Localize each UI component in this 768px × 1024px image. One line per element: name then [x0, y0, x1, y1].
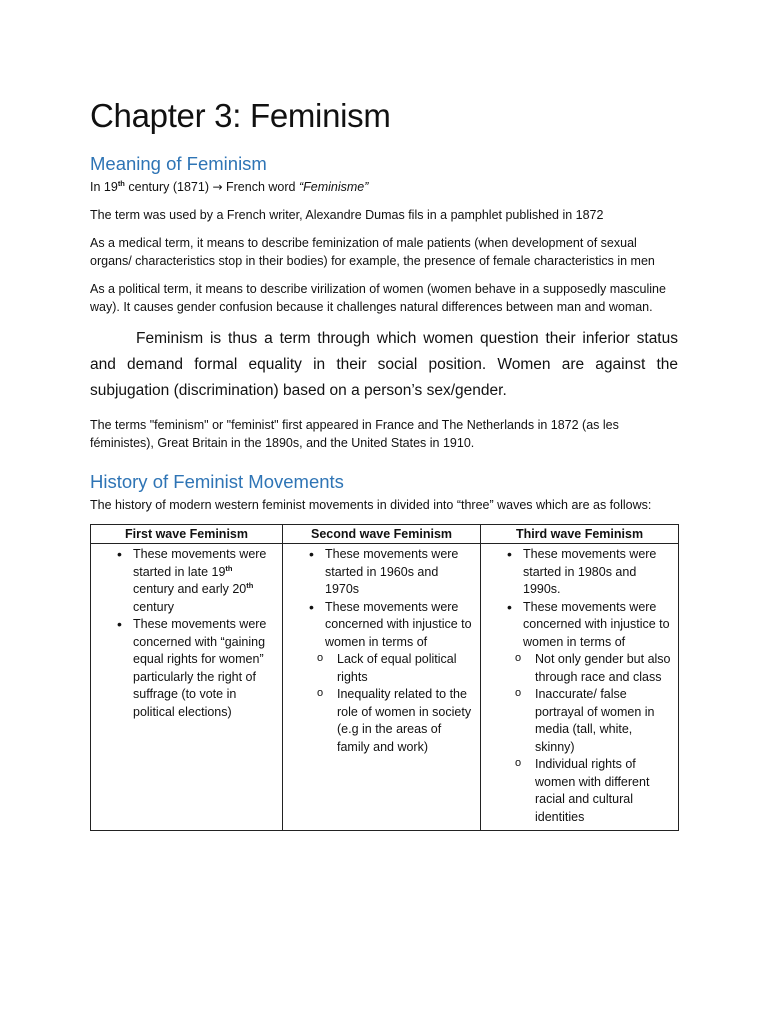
- century-prefix: In 19: [90, 180, 118, 194]
- french-word: “Feminisme”: [298, 180, 369, 194]
- term-origin-line: The term was used by a French writer, Alexandre Dumas fils in a pamphlet published in 1872: [90, 208, 604, 222]
- second-wave-bullet-dates: • These movements were started in 1960s and 1970s: [291, 546, 474, 599]
- table-row: [91, 544, 679, 831]
- chapter-title: Chapter 3: Feminism: [90, 97, 391, 134]
- second-wave-sub-item: o Inequality related to the role of women in society (e.g in the areas of family and work): [291, 686, 474, 756]
- third-wave-sub-item: o Inaccurate/ false portrayal of women in media (tall, white, skinny): [489, 686, 672, 756]
- history-heading: History of Feminist Movements: [90, 471, 344, 492]
- second-wave-bullet-concern: • These movements were concerned with injustice to women in terms of: [291, 599, 474, 652]
- terms-history-paragraph: The terms "feminism" or "feminist" first appeared in France and The Netherlands in 1872 (as les féministes), Great Britain in the 1890s, and the United States in 1910.: [90, 418, 619, 450]
- column-header-first-wave: First wave Feminism: [91, 525, 283, 544]
- century-sup: th: [117, 179, 125, 188]
- third-wave-sub-item: o Not only gender but also through race and class: [489, 651, 672, 686]
- third-wave-cell: [481, 544, 679, 831]
- first-wave-bullet-concern: • These movements were concerned with “gaining equal rights for women” particularly the right of suffrage (to vote in political elections): [99, 616, 276, 721]
- table-header-row: [91, 525, 679, 544]
- page-content: [90, 94, 678, 831]
- third-wave-sub-item: o Individual rights of women with different racial and cultural identities: [489, 756, 672, 826]
- first-wave-bullet-dates: • These movements were started in late 19th century and early 20th century: [99, 546, 276, 616]
- waves-table: [90, 524, 679, 831]
- feminism-definition-paragraph: Feminism is thus a term through which women question their inferior status and demand formal equality in their social position. Women are against the subjugation (discrimination) based on a person’s sex/gender.: [90, 330, 678, 399]
- first-wave-cell: [91, 544, 283, 831]
- third-wave-bullet-concern: • These movements were concerned with injustice to women in terms of: [489, 599, 672, 652]
- right-arrow-icon: →: [212, 180, 223, 194]
- political-term-paragraph: As a political term, it means to describe virilization of women (women behave in a supposedly masculine way). It causes gender confusion because it challenges natural differences between man and woman.: [90, 282, 666, 314]
- second-wave-cell: [283, 544, 481, 831]
- century-line: [90, 178, 678, 196]
- column-header-third-wave: Third wave Feminism: [481, 525, 679, 544]
- meaning-heading: Meaning of Feminism: [90, 153, 267, 174]
- column-header-second-wave: Second wave Feminism: [283, 525, 481, 544]
- second-wave-sub-item: o Lack of equal political rights: [291, 651, 474, 686]
- century-middle: century (1871): [124, 180, 213, 194]
- medical-term-paragraph: As a medical term, it means to describe feminization of male patients (when development of sexual organs/ characteristics stop in their bodies) for example, the presence of female characteristics in men: [90, 236, 655, 268]
- third-wave-bullet-dates: • These movements were started in 1980s and 1990s.: [489, 546, 672, 599]
- century-after-arrow: French word: [222, 180, 299, 194]
- history-intro: The history of modern western feminist movements in divided into “three” waves which are as follows:: [90, 498, 652, 512]
